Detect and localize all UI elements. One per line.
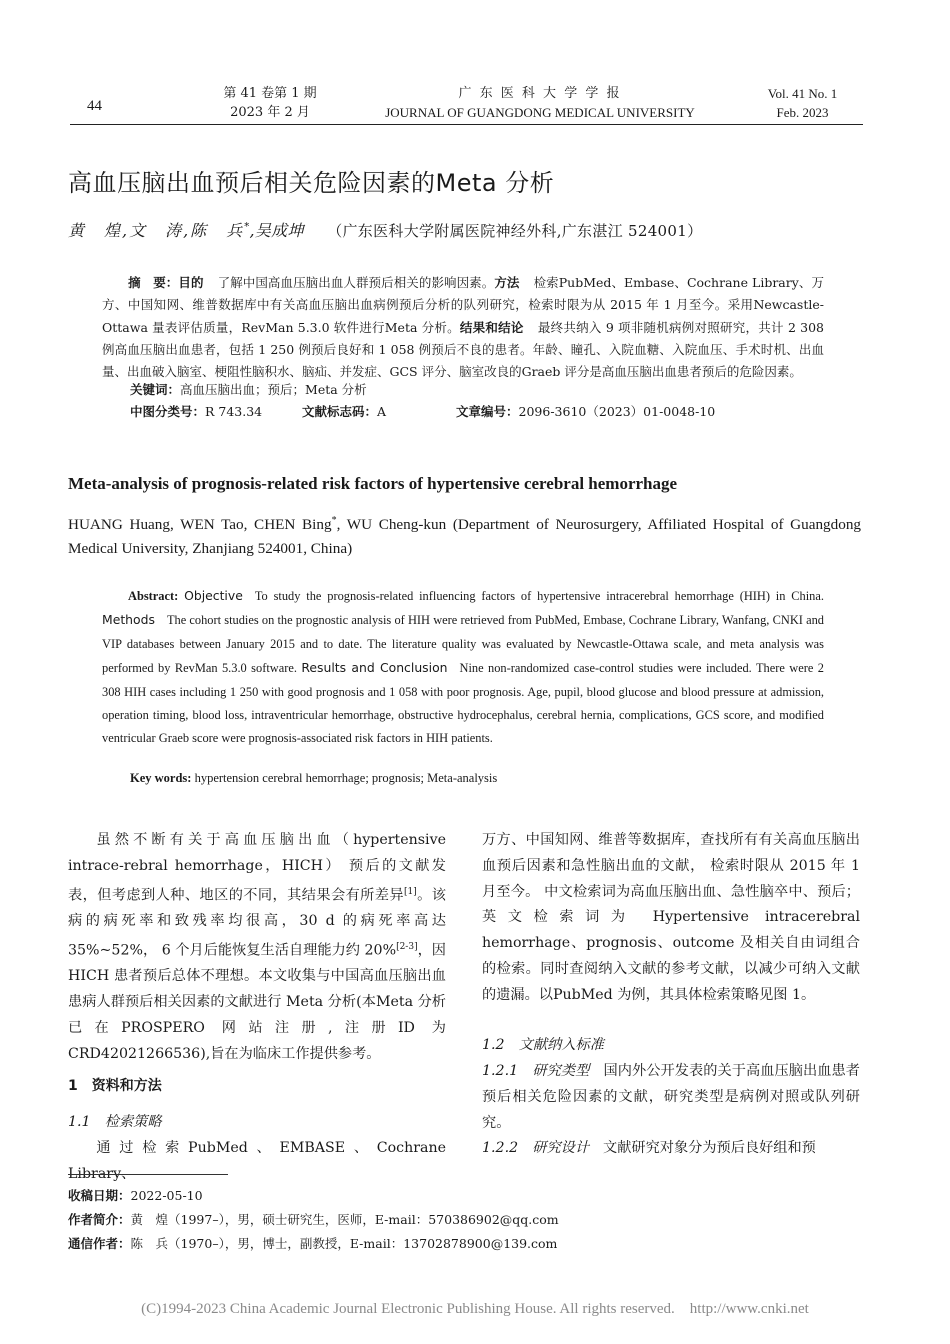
keywords-label-cn: 关键词： xyxy=(130,382,181,397)
article-number: 2096-3610（2023）01-0048-10 xyxy=(518,404,716,419)
section-1-2-1-label: 1.2.1 研究类型 xyxy=(482,1063,590,1079)
section-1-1-text-right: 万方、中国知网、维普等数据库，查找所有有关高血压脑出血预后因素和急性脑出血的文献， 检索时限从 2015 年 1 月至今。 中文检索词为高血压脑出血、急性脑卒中、预后；英文检索词为 Hypertensive intracerebral hemorrhage、prognosis、outcome 及相关自由词组合的检索。同时查阅纳入文献的参考文献，以减少可纳入文献的遗漏。以PubMed 为例，其具体检索策略见图 1。 xyxy=(482,832,860,1003)
footnote-corresponding xyxy=(68,1232,557,1256)
article-number-line xyxy=(456,401,715,423)
keywords-label-en: Key words: xyxy=(130,771,192,785)
doc-code-label: 文献标志码： xyxy=(302,404,378,419)
doc-code: A xyxy=(377,404,387,419)
section-1-2-2 xyxy=(482,1136,860,1162)
authors-cn xyxy=(68,218,702,241)
footnote-received xyxy=(68,1184,203,1208)
section-1-1-title: 1.1 检索策略 xyxy=(68,1114,162,1130)
section-1-title: 1 资料和方法 xyxy=(68,1078,162,1094)
keywords-en xyxy=(130,767,497,789)
author-bio: 黄 煌（1997–），男，硕士研究生，医师，E-mail：570386902@qq.com xyxy=(130,1212,559,1227)
section-1-2-1-text: 国内外公开发表的关于高血压脑出血患者预后相关危险因素的文献，研究类型是病例对照或队列研究。 xyxy=(482,1063,860,1131)
corresponding-label: 通信作者： xyxy=(68,1236,131,1251)
corresponding-mark-en: * xyxy=(331,515,337,526)
date-en: Feb. 2023 xyxy=(776,105,829,120)
affiliation-cn: （广东医科大学附属医院神经外科,广东湛江 524001） xyxy=(327,222,703,240)
keywords-text-en: hypertension cerebral hemorrhage; prognosis; Meta-analysis xyxy=(194,771,498,785)
author-names-rest: ,吴成坤 xyxy=(249,221,304,240)
methods-cn: 检索PubMed、Embase、Cochrane Library、万方、中国知网、维普数据库中有关高血压脑出血病例预后分析的队列研究，检索时限为从 2015 年 1 月至今。采用Newcastle-Ottawa 量表评估质量，RevMan 5.3.0 软件进行Meta 分析。 xyxy=(102,275,824,335)
results-en: Nine non-randomized case-control studies were included. There were 2 308 HIH cases including 1 250 with good prognosis and 1 058 with poor prognosis. Age, pupil, blood glucose and blood pressure at admission, operation timing, blood loss, intraventricular hemorrhage, obstructive hydrocephalus, cerebral hernia, complications, GCS score, and modified ventricular Graeb score were prognosis-associated risk factors in HIH patients. xyxy=(102,661,824,746)
intro-paragraph xyxy=(68,828,446,1068)
received-label: 收稿日期： xyxy=(68,1188,131,1203)
abstract-label-cn: 摘 要： xyxy=(128,275,179,290)
clc-label: 中图分类号： xyxy=(130,404,206,419)
author-bio-label: 作者简介： xyxy=(68,1212,131,1227)
journal-name-en: JOURNAL OF GUANGDONG MEDICAL UNIVERSITY xyxy=(385,105,695,120)
section-1-2-2-label: 1.2.2 研究设计 xyxy=(482,1140,590,1156)
intro-text-2: 。该病的病死率和致残率均很高，30 d 的病死率高达 35%~52%， 6 个月后能恢复生活自理能力约 20% xyxy=(68,887,446,959)
authors-en xyxy=(68,509,861,561)
volume-issue: 第 41 卷第 1 期 xyxy=(223,86,317,101)
objective-label-en: Objective xyxy=(184,588,243,603)
cnki-watermark: (C)1994-2023 China Academic Journal Electronic Publishing House. All rights reserved. http://www.cnki.net xyxy=(141,1301,809,1317)
date-cn: 2023 年 2 月 xyxy=(230,105,310,120)
section-1-2-2-text: 文献研究对象分为预后良好组和预 xyxy=(603,1140,816,1156)
volume-en: Vol. 41 No. 1 xyxy=(767,86,838,101)
page-number: 44 xyxy=(87,98,102,114)
keywords-cn xyxy=(130,379,367,401)
abstract-label-en: Abstract: xyxy=(128,589,179,603)
corresponding-info: 陈 兵（1970–），男，博士，副教授，E-mail：13702878900@139.com xyxy=(130,1236,558,1251)
results-label-en: Results and Conclusion xyxy=(301,660,448,676)
objective-label-cn: 目的 xyxy=(178,275,204,290)
clc-code: R 743.34 xyxy=(205,404,263,419)
corresponding-mark: * xyxy=(244,221,250,233)
section-1-2-title: 1.2 文献纳入标准 xyxy=(482,1037,604,1053)
received-date: 2022-05-10 xyxy=(130,1188,203,1203)
results-label-cn: 结果和结论 xyxy=(459,319,524,335)
footnote-author xyxy=(68,1208,559,1232)
results-cn: 最终共纳入 9 项非随机病例对照研究，共计 2 308 例高血压脑出血患者，包括 1 250 例预后良好和 1 058 例预后不良的患者。年龄、瞳孔、入院血糖、入院血压、手术时机、出血量、出血破入脑室、梗阻性脑积水、脑疝、并发症、GCS 评分、脑室改良的Graeb 评分是高血压脑出血患者预后的危险因素。 xyxy=(102,319,824,380)
author-names: 黄 煌,文 涛,陈 兵 xyxy=(68,221,245,240)
section-1-2-1 xyxy=(482,1059,860,1136)
objective-cn: 了解中国高血压脑出血人群预后相关的影响因素。 xyxy=(217,275,495,290)
methods-en: The cohort studies on the prognostic analysis of HIH were retrieved from PubMed, Embase, Cochrane Library, Wanfang, CNKI and VIP databases between January 2015 and to date. The literature quality was evaluated by Newcastle-Ottawa scale, and meta analysis was performed by RevMan 5.3.0 software. xyxy=(102,613,824,676)
ref-2: [2-3] xyxy=(396,941,418,952)
header-rule xyxy=(70,124,863,125)
ref-1: [1] xyxy=(404,886,417,897)
abstract-cn xyxy=(102,272,824,383)
paper-title-cn: 高血压脑出血预后相关危险因素的Meta 分析 xyxy=(68,169,555,197)
affiliation-en: , WU Cheng-kun (Department of Neurosurgery, Affiliated Hospital of Guangdong Medical University, Zhanjiang 524001, China) xyxy=(68,516,862,558)
footnote-rule xyxy=(68,1174,228,1175)
intro-text-1: 虽然不断有关于高血压脑出血（hypertensive intrace-rebral hemorrhage，HICH） 预后的文献发表，但考虑到人种、地区的不同，其结果会有所差异 xyxy=(68,832,446,904)
author-names-en: HUANG Huang, WEN Tao, CHEN Bing xyxy=(68,516,332,534)
article-number-label: 文章编号： xyxy=(456,404,519,419)
keywords-text-cn: 高血压脑出血；预后；Meta 分析 xyxy=(180,382,367,397)
methods-label-en: Methods xyxy=(102,612,155,628)
journal-name-cn: 广 东 医 科 大 学 学 报 xyxy=(458,86,622,101)
intro-text-3: ，因 HICH 患者预后总体不理想。本文收集与中国高血压脑出血患病人群预后相关因素的文献进行 Meta 分析(本Meta 分析已在PROSPERO 网站注册,注册ID 为CRD42021266536),旨在为临床工作提供参考。 xyxy=(68,942,446,1062)
section-1-1-text-left: 通过检索PubMed、EMBASE、Cochrane Library、 xyxy=(68,1140,446,1182)
doc-code-line xyxy=(302,401,386,423)
paper-title-en: Meta-analysis of prognosis-related risk factors of hypertensive cerebral hemorrhage xyxy=(68,474,678,493)
abstract-en xyxy=(102,584,824,751)
methods-label-cn: 方法 xyxy=(494,275,520,290)
classification-line xyxy=(130,401,262,423)
objective-en: To study the prognosis-related influencing factors of hypertensive intracerebral hemorrhage (HIH) in China. xyxy=(254,589,824,603)
